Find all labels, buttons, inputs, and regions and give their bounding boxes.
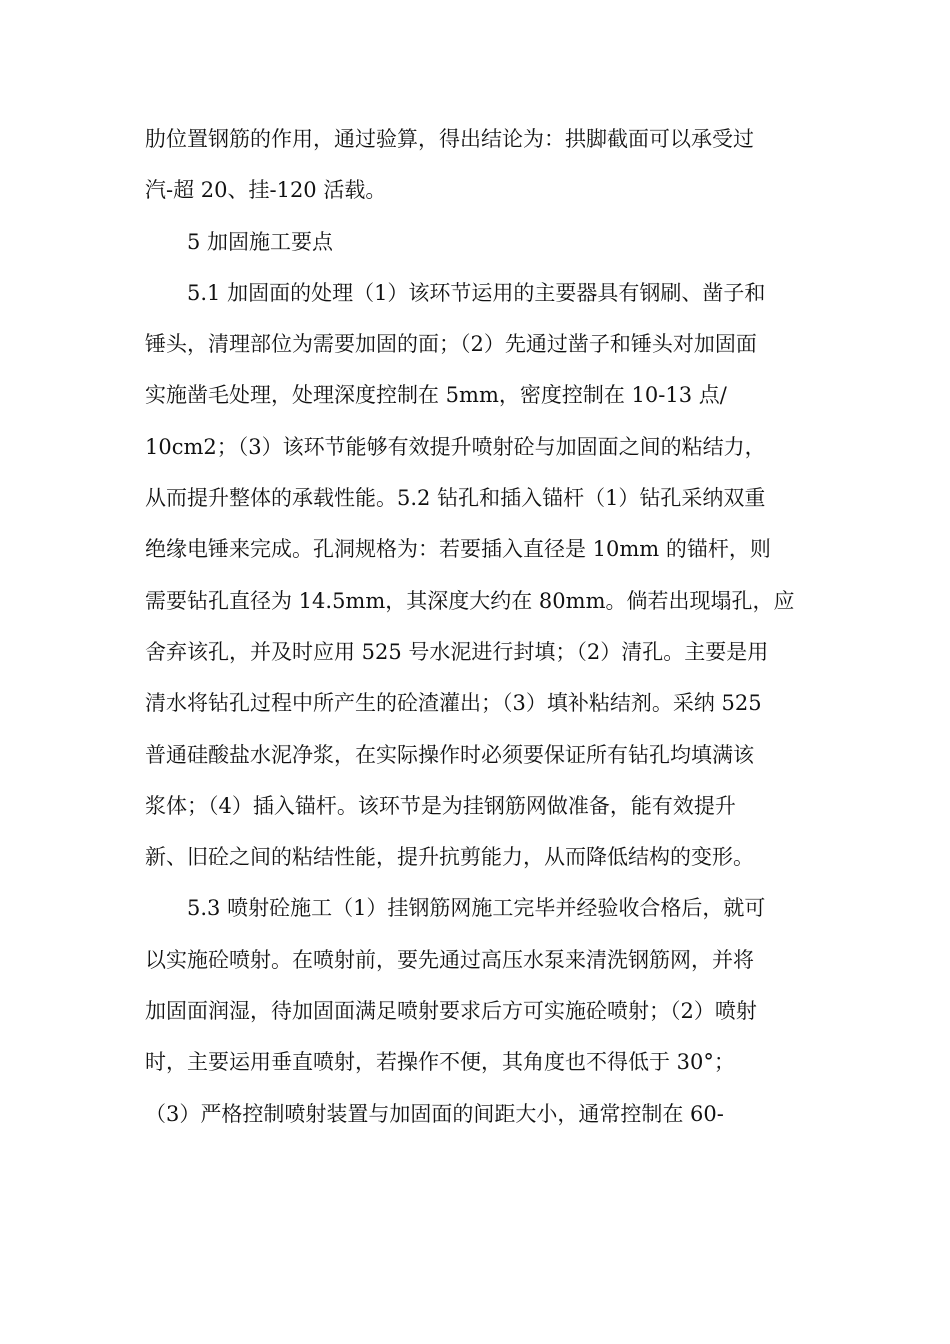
text-line: 肋位置钢筋的作用，通过验算，得出结论为：拱脚截面可以承受过: [145, 127, 754, 151]
text-line: 从而提升整体的承载性能。5.2 钻孔和插入锚杆（1）钻孔采纳双重: [145, 486, 766, 511]
text-line: 锤头，清理部位为需要加固的面；（2）先通过凿子和锤头对加固面: [145, 332, 757, 357]
text-line: 舍弃该孔，并及时应用 525 号水泥进行封填；（2）清孔。主要是用: [145, 639, 769, 664]
text-line: 5.1 加固面的处理（1）该环节运用的主要器具有钢刷、凿子和: [187, 280, 766, 305]
text-line: （3）严格控制喷射装置与加固面的间距大小，通常控制在 60-: [145, 1101, 724, 1126]
text-line: 以实施砼喷射。在喷射前，要先通过高压水泵来清洗钢筋网，并将: [145, 947, 754, 972]
text-line: 10cm2；（3）该环节能够有效提升喷射砼与加固面之间的粘结力，: [145, 434, 766, 459]
text-line: 清水将钻孔过程中所产生的砼渣灌出；（3）填补粘结剂。采纳 525: [145, 691, 762, 716]
body-text: [145, 114, 815, 1140]
text-line: 实施凿毛处理，处理深度控制在 5mm，密度控制在 10-13 点/: [145, 383, 727, 408]
text-line: 加固面润湿，待加固面满足喷射要求后方可实施砼喷射；（2）喷射: [145, 999, 757, 1024]
text-line: 时，主要运用垂直喷射，若操作不便，其角度也不得低于 30°；: [145, 1050, 735, 1075]
text-line: 绝缘电锤来完成。孔洞规格为：若要插入直径是 10mm 的锚杆，则: [145, 537, 771, 562]
text-line: 5.3 喷射砼施工（1）挂钢筋网施工完毕并经验收合格后，就可: [187, 896, 766, 921]
text-line: 普通硅酸盐水泥净浆，在实际操作时必须要保证所有钻孔均填满该: [145, 742, 754, 767]
text-line: 浆体；（4）插入锚杆。该环节是为挂钢筋网做准备，能有效提升: [145, 793, 736, 818]
text-line: 汽-超 20、挂-120 活载。: [145, 178, 387, 203]
text-line: 需要钻孔直径为 14.5mm，其深度大约在 80mm。倘若出现塌孔，应: [145, 588, 795, 613]
text-line: 新、旧砼之间的粘结性能，提升抗剪能力，从而降低结构的变形。: [145, 845, 754, 870]
text-line: 5 加固施工要点: [187, 229, 334, 254]
